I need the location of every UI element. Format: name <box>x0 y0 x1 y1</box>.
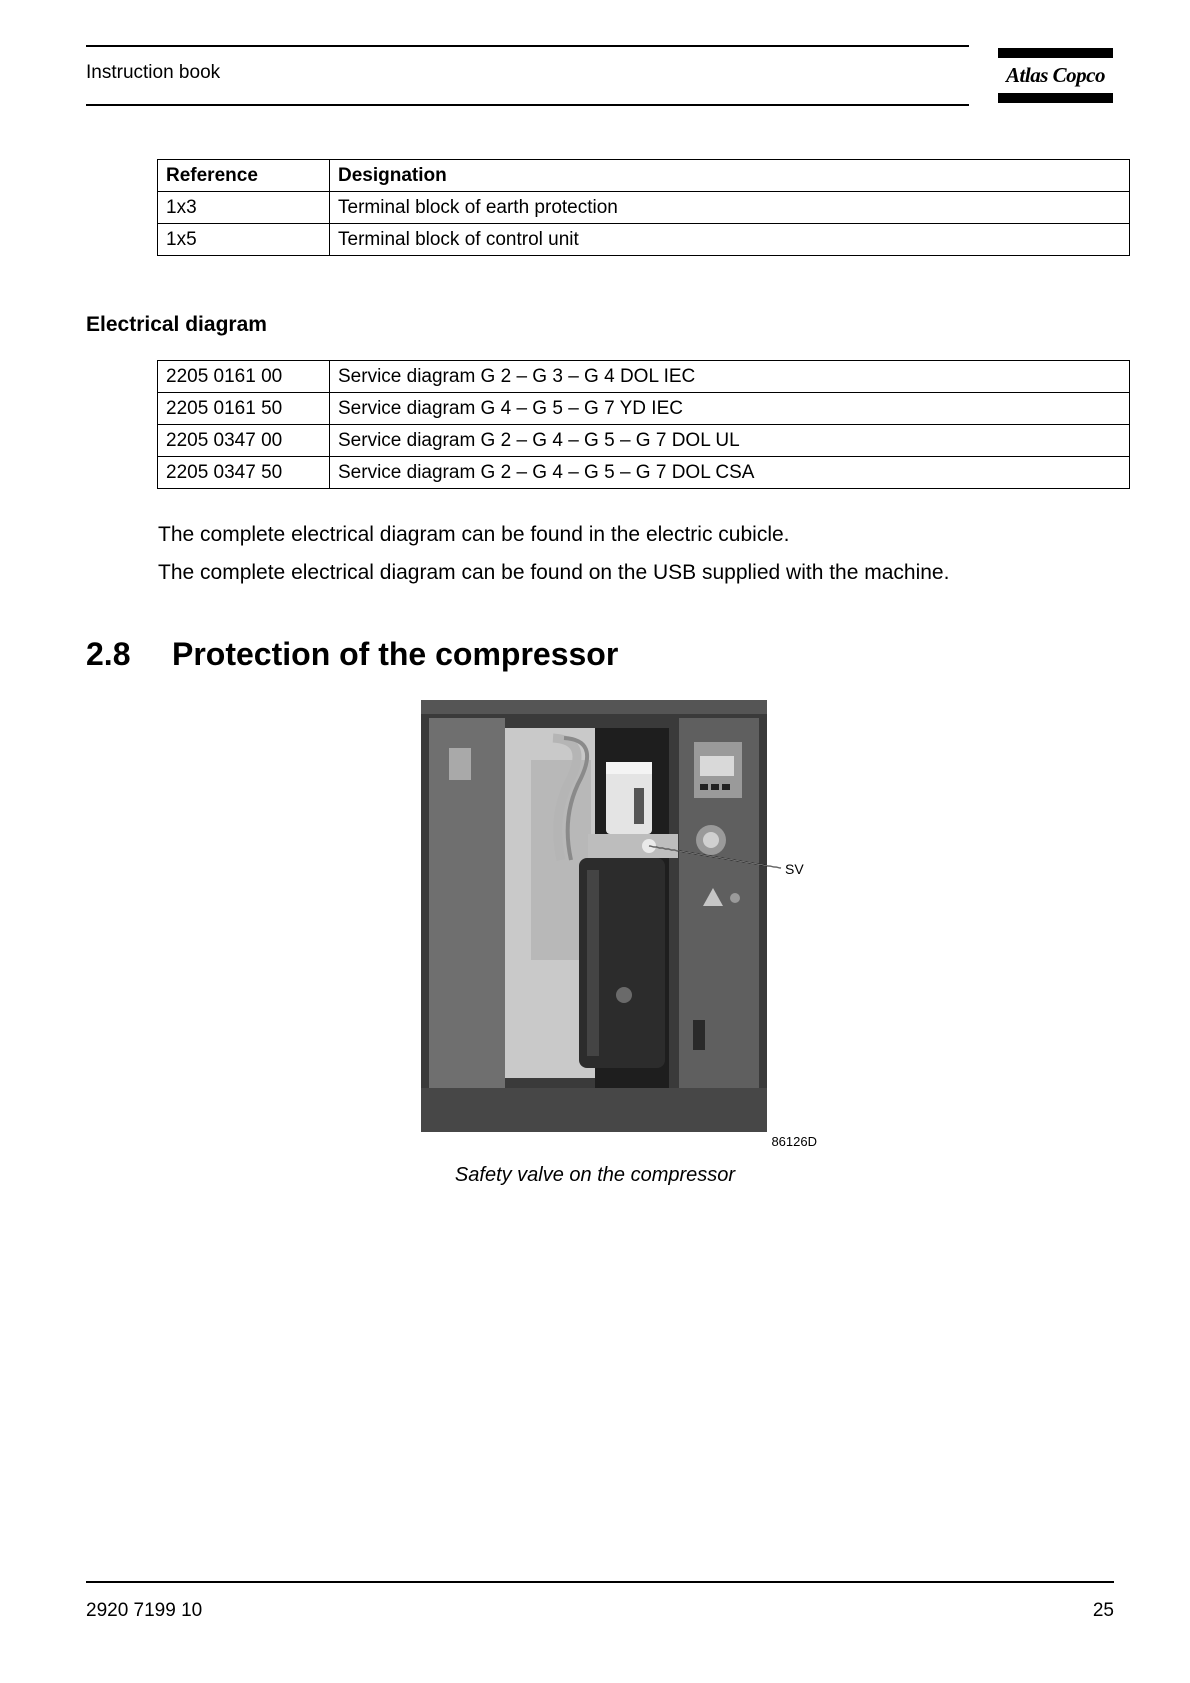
table-row <box>158 425 1130 457</box>
table-row <box>158 224 1130 256</box>
diagram-number-cell: 2205 0347 00 <box>158 425 330 457</box>
figure-code: 86126D <box>771 1134 817 1149</box>
designation-cell: Terminal block of earth protection <box>330 192 1130 224</box>
atlas-copco-logo <box>998 48 1113 104</box>
reference-table <box>157 159 1130 256</box>
header-bottom-rule <box>86 104 969 106</box>
safety-valve-callout: SV <box>785 861 804 877</box>
table-row <box>158 361 1130 393</box>
reference-cell: 1x3 <box>158 192 330 224</box>
diagram-description-cell: Service diagram G 2 – G 3 – G 4 DOL IEC <box>330 361 1130 393</box>
logo-wordmark: Atlas Copco <box>1006 63 1105 87</box>
header-top-rule <box>86 45 969 47</box>
electrical-diagram-table <box>157 360 1130 489</box>
header-title: Instruction book <box>86 62 221 83</box>
electrical-diagram-heading: Electrical diagram <box>86 313 267 336</box>
section-title: Protection of the compressor <box>172 636 619 672</box>
reference-cell: 1x5 <box>158 224 330 256</box>
diagram-number-cell: 2205 0161 00 <box>158 361 330 393</box>
note-usb: The complete electrical diagram can be found on the USB supplied with the machine. <box>158 561 950 584</box>
column-header-designation: Designation <box>330 160 1130 192</box>
table-header-row <box>158 160 1130 192</box>
page-number: 25 <box>1092 1600 1114 1621</box>
logo-bottom-bar <box>998 93 1113 103</box>
diagram-description-cell: Service diagram G 2 – G 4 – G 5 – G 7 DOL CSA <box>330 457 1130 489</box>
section-heading <box>86 636 618 673</box>
figure-caption: Safety valve on the compressor <box>454 1164 736 1186</box>
section-number: 2.8 <box>86 636 131 672</box>
table-row <box>158 192 1130 224</box>
diagram-description-cell: Service diagram G 4 – G 5 – G 7 YD IEC <box>330 393 1130 425</box>
table-row <box>158 393 1130 425</box>
table-row <box>158 457 1130 489</box>
diagram-number-cell: 2205 0161 50 <box>158 393 330 425</box>
compressor-photo <box>421 700 817 1150</box>
diagram-description-cell: Service diagram G 2 – G 4 – G 5 – G 7 DOL UL <box>330 425 1130 457</box>
logo-top-bar <box>998 48 1113 58</box>
designation-cell: Terminal block of control unit <box>330 224 1130 256</box>
note-electric-cubicle: The complete electrical diagram can be found in the electric cubicle. <box>158 523 790 546</box>
document-number: 2920 7199 10 <box>86 1600 203 1621</box>
diagram-number-cell: 2205 0347 50 <box>158 457 330 489</box>
column-header-reference: Reference <box>158 160 330 192</box>
footer-rule <box>86 1581 1114 1583</box>
